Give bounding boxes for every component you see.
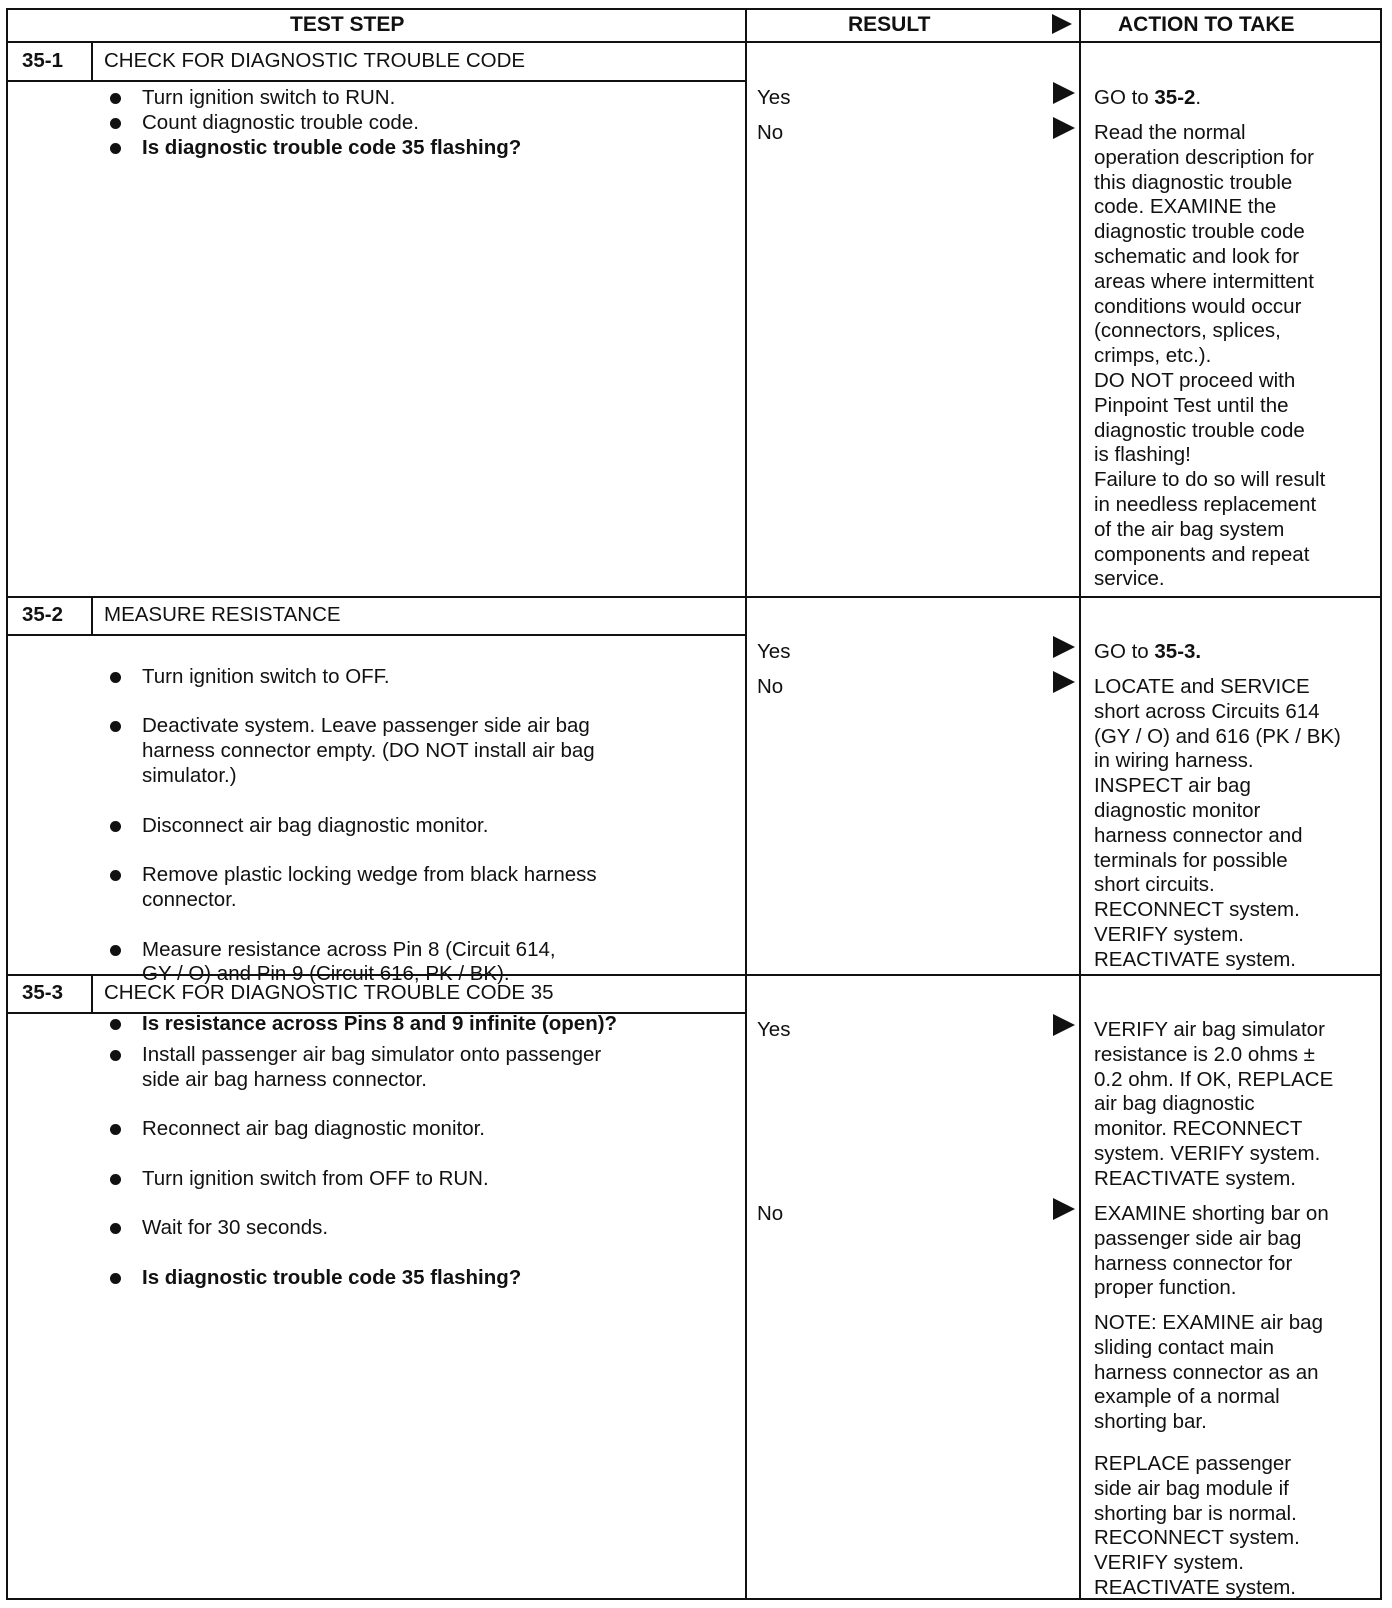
bullet-icon	[110, 870, 121, 881]
note-text: NOTE: EXAMINE air bag sliding contact main harness connector as an example of a normal shorting bar.	[1094, 1311, 1323, 1434]
step-title: CHECK FOR DIAGNOSTIC TROUBLE CODE	[104, 49, 526, 72]
action-text: GO to 35-2.	[1094, 86, 1202, 109]
bullet-icon	[110, 821, 121, 832]
list-item: Is diagnostic trouble code 35 flashing?	[104, 1266, 734, 1291]
bullet-icon	[110, 93, 121, 104]
step-title: MEASURE RESISTANCE	[104, 603, 341, 626]
list-item: Deactivate system. Leave passenger side air bag harness connector empty. (DO NOT install air bag simulator.)	[104, 714, 734, 788]
arrow-icon	[1053, 1198, 1075, 1220]
arrow-icon	[1053, 636, 1075, 658]
bullet-icon	[110, 672, 121, 683]
list-item: Is resistance across Pins 8 and 9 infinite (open)?	[104, 1012, 734, 1037]
step-bullets	[104, 86, 724, 160]
bullet-icon	[110, 1174, 121, 1185]
bullet-icon	[110, 945, 121, 956]
arrow-icon	[1053, 82, 1075, 104]
step-number: 35-3	[22, 981, 64, 1004]
header-test-step: TEST STEP	[290, 13, 405, 36]
step-number: 35-2	[22, 603, 64, 626]
header-divider	[6, 41, 1382, 43]
list-item: Wait for 30 seconds.	[104, 1216, 734, 1241]
bullet-icon	[110, 143, 121, 154]
bullet-icon	[110, 1124, 121, 1135]
list-item: Is diagnostic trouble code 35 flashing?	[104, 136, 724, 161]
action-text: REPLACE passenger side air bag module if shorting bar is normal. RECONNECT system. VERIFY system. REACTIVATE system.	[1094, 1452, 1300, 1599]
header-arrow-icon	[1052, 14, 1072, 34]
column-divider-action	[1079, 8, 1081, 1600]
table-border-right	[1380, 8, 1382, 1600]
list-item: Turn ignition switch to RUN.	[104, 86, 724, 111]
list-item: Reconnect air bag diagnostic monitor.	[104, 1117, 734, 1142]
action-text: VERIFY air bag simulator resistance is 2.0 ohms ± 0.2 ohm. If OK, REPLACE air bag diagnostic monitor. RECONNECT system. VERIFY system. REACTIVATE system.	[1094, 1018, 1334, 1190]
list-item: Install passenger air bag simulator onto passenger side air bag harness connector.	[104, 1043, 734, 1093]
step-2-number-divider	[91, 596, 93, 636]
action-text: GO to 35-3.	[1094, 640, 1202, 663]
result-yes: Yes	[757, 1018, 791, 1041]
list-item: Disconnect air bag diagnostic monitor.	[104, 814, 734, 839]
bullet-icon	[110, 1223, 121, 1234]
action-text: EXAMINE shorting bar on passenger side air bag harness connector for proper function.	[1094, 1202, 1329, 1300]
step-2-title-bottom	[6, 634, 747, 636]
action-text: Read the normal operation description for this diagnostic trouble code. EXAMINE the diagnostic trouble code schematic and look for areas where intermittent conditions would occur (connectors, splices, crimps, etc.). DO NOT proceed with Pinpoint Test until the diagnostic trouble code is flashing! Failure to do so will result in needless replacement of the air bag system components and repeat service.	[1094, 121, 1326, 591]
result-yes: Yes	[757, 640, 791, 663]
bullet-icon	[110, 1273, 121, 1284]
bullet-icon	[110, 1050, 121, 1061]
step-1-number-divider	[91, 41, 93, 82]
list-item: Measure resistance across Pin 8 (Circuit 614, GY / O) and Pin 9 (Circuit 616, PK / BK).	[104, 938, 734, 988]
result-no: No	[757, 121, 784, 144]
result-no: No	[757, 1202, 784, 1225]
step-title: CHECK FOR DIAGNOSTIC TROUBLE CODE 35	[104, 981, 554, 1004]
arrow-icon	[1053, 117, 1075, 139]
arrow-icon	[1053, 671, 1075, 693]
result-no: No	[757, 675, 784, 698]
column-divider-result	[745, 8, 747, 1600]
bullet-icon	[110, 721, 121, 732]
list-item: Remove plastic locking wedge from black harness connector.	[104, 863, 734, 913]
list-item: Count diagnostic trouble code.	[104, 111, 724, 136]
result-yes: Yes	[757, 86, 791, 109]
list-item: Turn ignition switch to OFF.	[104, 665, 734, 690]
list-item: Turn ignition switch from OFF to RUN.	[104, 1167, 734, 1192]
step-1-title-bottom	[6, 80, 747, 82]
step-bullets	[104, 1018, 734, 1316]
step-3-number-divider	[91, 974, 93, 1014]
table-border-left	[6, 8, 8, 1600]
step-number: 35-1	[22, 49, 64, 72]
arrow-icon	[1053, 1014, 1075, 1036]
action-text: LOCATE and SERVICE short across Circuits 614 (GY / O) and 616 (PK / BK) in wiring harness. INSPECT air bag diagnostic monitor harness connector and terminals for possible short circuits. RECONNECT system. VERIFY system. REACTIVATE system.	[1094, 675, 1341, 971]
header-result: RESULT	[848, 13, 931, 36]
header-action: ACTION TO TAKE	[1118, 13, 1295, 36]
bullet-icon	[110, 118, 121, 129]
table-border-top	[6, 8, 1382, 10]
row-divider-1	[6, 596, 1382, 598]
